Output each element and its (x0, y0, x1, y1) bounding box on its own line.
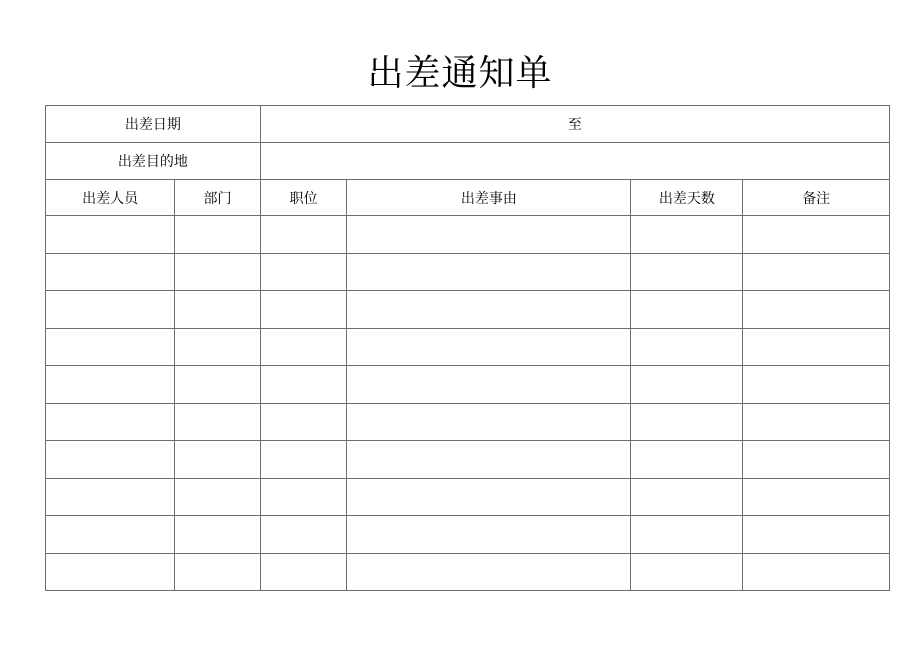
table-row (46, 328, 890, 366)
position-cell[interactable] (260, 441, 347, 479)
table-row (46, 403, 890, 441)
department-cell[interactable] (175, 328, 261, 366)
document-title: 出差通知单 (367, 53, 553, 94)
days-cell[interactable] (631, 516, 743, 554)
department-cell[interactable] (175, 516, 261, 554)
position-cell[interactable] (260, 291, 347, 329)
remarks-cell[interactable] (743, 441, 890, 479)
traveler-cell[interactable] (46, 403, 175, 441)
position-cell[interactable] (260, 328, 347, 366)
days-cell[interactable] (631, 253, 743, 291)
department-cell[interactable] (175, 253, 261, 291)
traveler-cell[interactable] (46, 366, 175, 404)
reason-cell[interactable] (347, 516, 631, 554)
destination-label: 出差目的地 (46, 143, 261, 180)
position-cell[interactable] (260, 216, 347, 254)
destination-field[interactable] (260, 143, 889, 180)
reason-cell[interactable] (347, 291, 631, 329)
remarks-cell[interactable] (743, 366, 890, 404)
reason-cell[interactable] (347, 216, 631, 254)
position-cell[interactable] (260, 366, 347, 404)
department-cell[interactable] (175, 553, 261, 591)
travel-notice-table (45, 105, 890, 591)
travel-date-row (46, 106, 890, 143)
department-cell[interactable] (175, 366, 261, 404)
reason-cell[interactable] (347, 328, 631, 366)
days-cell[interactable] (631, 403, 743, 441)
department-cell[interactable] (175, 291, 261, 329)
traveler-cell[interactable] (46, 553, 175, 591)
department-cell[interactable] (175, 441, 261, 479)
traveler-cell[interactable] (46, 478, 175, 516)
days-cell[interactable] (631, 441, 743, 479)
travel-date-label: 出差日期 (46, 106, 261, 143)
column-header-traveler: 出差人员 (46, 180, 175, 216)
table-row (46, 253, 890, 291)
remarks-cell[interactable] (743, 478, 890, 516)
table-row (46, 516, 890, 554)
table-row (46, 478, 890, 516)
days-cell[interactable] (631, 291, 743, 329)
position-cell[interactable] (260, 403, 347, 441)
position-cell[interactable] (260, 516, 347, 554)
reason-cell[interactable] (347, 403, 631, 441)
traveler-cell[interactable] (46, 253, 175, 291)
table-row (46, 216, 890, 254)
position-cell[interactable] (260, 478, 347, 516)
table-row (46, 291, 890, 329)
reason-cell[interactable] (347, 553, 631, 591)
department-cell[interactable] (175, 403, 261, 441)
table-row (46, 366, 890, 404)
column-header-days: 出差天数 (631, 180, 743, 216)
reason-cell[interactable] (347, 366, 631, 404)
remarks-cell[interactable] (743, 328, 890, 366)
position-cell[interactable] (260, 253, 347, 291)
days-cell[interactable] (631, 366, 743, 404)
remarks-cell[interactable] (743, 291, 890, 329)
traveler-cell[interactable] (46, 516, 175, 554)
reason-cell[interactable] (347, 253, 631, 291)
column-header-department: 部门 (175, 180, 261, 216)
department-cell[interactable] (175, 216, 261, 254)
position-cell[interactable] (260, 553, 347, 591)
traveler-cell[interactable] (46, 216, 175, 254)
travel-date-field[interactable]: 至 (260, 106, 889, 143)
remarks-cell[interactable] (743, 553, 890, 591)
days-cell[interactable] (631, 216, 743, 254)
table-row (46, 441, 890, 479)
column-header-reason: 出差事由 (347, 180, 631, 216)
days-cell[interactable] (631, 328, 743, 366)
remarks-cell[interactable] (743, 403, 890, 441)
traveler-cell[interactable] (46, 441, 175, 479)
days-cell[interactable] (631, 478, 743, 516)
reason-cell[interactable] (347, 478, 631, 516)
remarks-cell[interactable] (743, 516, 890, 554)
table-row (46, 553, 890, 591)
reason-cell[interactable] (347, 441, 631, 479)
destination-row (46, 143, 890, 180)
traveler-cell[interactable] (46, 328, 175, 366)
traveler-cell[interactable] (46, 291, 175, 329)
column-header-position: 职位 (260, 180, 347, 216)
column-header-row (46, 180, 890, 216)
column-header-remarks: 备注 (743, 180, 890, 216)
remarks-cell[interactable] (743, 216, 890, 254)
department-cell[interactable] (175, 478, 261, 516)
remarks-cell[interactable] (743, 253, 890, 291)
days-cell[interactable] (631, 553, 743, 591)
